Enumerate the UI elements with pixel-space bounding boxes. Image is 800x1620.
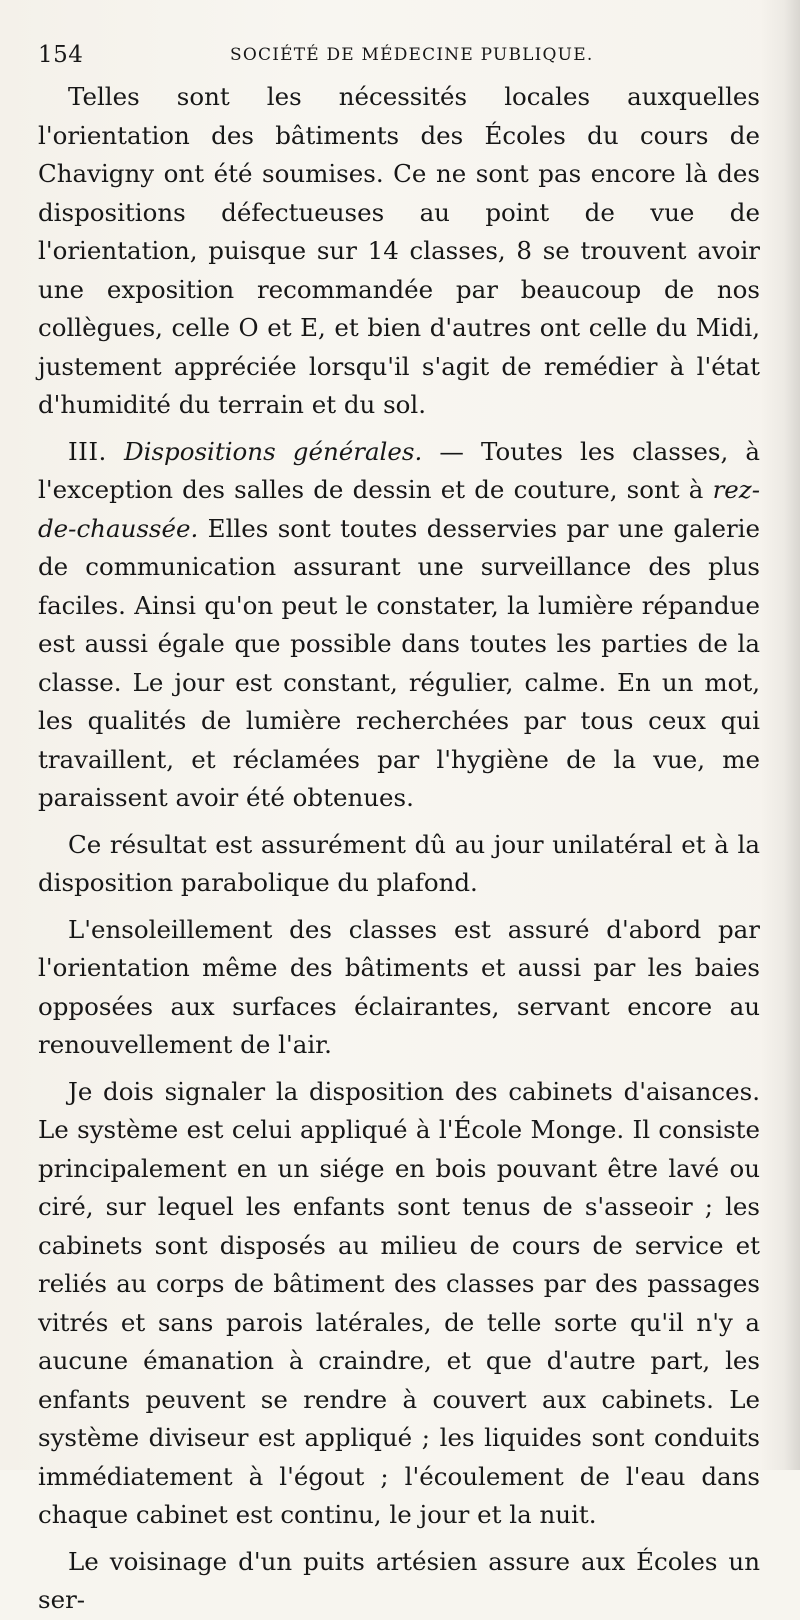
page-number: 154 bbox=[38, 42, 84, 68]
italic-term: rez-de-chaussée. bbox=[38, 475, 760, 543]
body-text bbox=[38, 78, 760, 1620]
paragraph-resultat: Ce résultat est assurément dû au jour unilatéral et à la disposition parabolique du plafond. bbox=[38, 829, 760, 897]
paragraph-text-part: Elles sont toutes desservies par une galerie de communication assurant une surveillance des plus faciles. Ainsi qu'on peut le constater, la lumière répandue est aussi égale que possible dans toutes les parties de la classe. Le jour est constant, régulier, calme. En un mot, les qualités de lumière recherchées par tous ceux qui travaillent, et réclamées par l'hygiène de la vue, me paraissent avoir été obtenues. bbox=[38, 513, 760, 812]
paragraph-cabinets: Je dois signaler la disposition des cabinets d'aisances. Le système est celui appliqué à l'École Monge. Il consiste principalement en un siége en bois pouvant être lavé ou ciré, sur lequel les enfants sont tenus de s'asseoir ; les cabinets sont disposés au milieu de cours de service et reliés au corps de bâtiment des classes par des passages vitrés et sans parois latérales, de telle sorte qu'il n'y a aucune émanation à craindre, et que d'autre part, les enfants peuvent se rendre à couvert aux cabinets. Le système diviseur est appliqué ; les liquides sont conduits immédiatement à l'égout ; l'écoulement de l'eau dans chaque cabinet est continu, le jour et la nuit. bbox=[38, 1076, 760, 1529]
paragraph-ensoleillement: L'ensoleillement des classes est assuré d'abord par l'orientation même des bâtiments et aussi par les baies opposées aux surfaces éclairantes, servant encore au renouvellement de l'air. bbox=[38, 914, 760, 1059]
paragraph-puits: Le voisinage d'un puits artésien assure aux Écoles un ser- bbox=[38, 1546, 760, 1614]
section-number: III. bbox=[68, 436, 107, 466]
paragraph-text-part: — Toutes les classes, à l'exception des salles de dessin et de couture, sont à bbox=[38, 436, 760, 504]
paragraph-dispositions-generales bbox=[38, 433, 760, 818]
page-header bbox=[38, 42, 760, 72]
running-head: SOCIÉTÉ DE MÉDECINE PUBLIQUE. bbox=[230, 45, 594, 65]
section-heading: Dispositions générales. bbox=[123, 436, 423, 466]
paragraph-orientation: Telles sont les nécessités locales auxquelles l'orientation des bâtiments des Écoles du cours de Chavigny ont été soumises. Ce ne sont pas encore là des dispositions défectueuses au point de vue de l'orientation, puisque sur 14 classes, 8 se trouvent avoir une exposition recommandée par beaucoup de nos collègues, celle O et E, et bien d'autres ont celle du Midi, justement appréciée lorsqu'il s'agit de remédier à l'état d'humidité du terrain et du sol. bbox=[38, 82, 760, 419]
page-gutter-shadow bbox=[760, 0, 800, 1470]
